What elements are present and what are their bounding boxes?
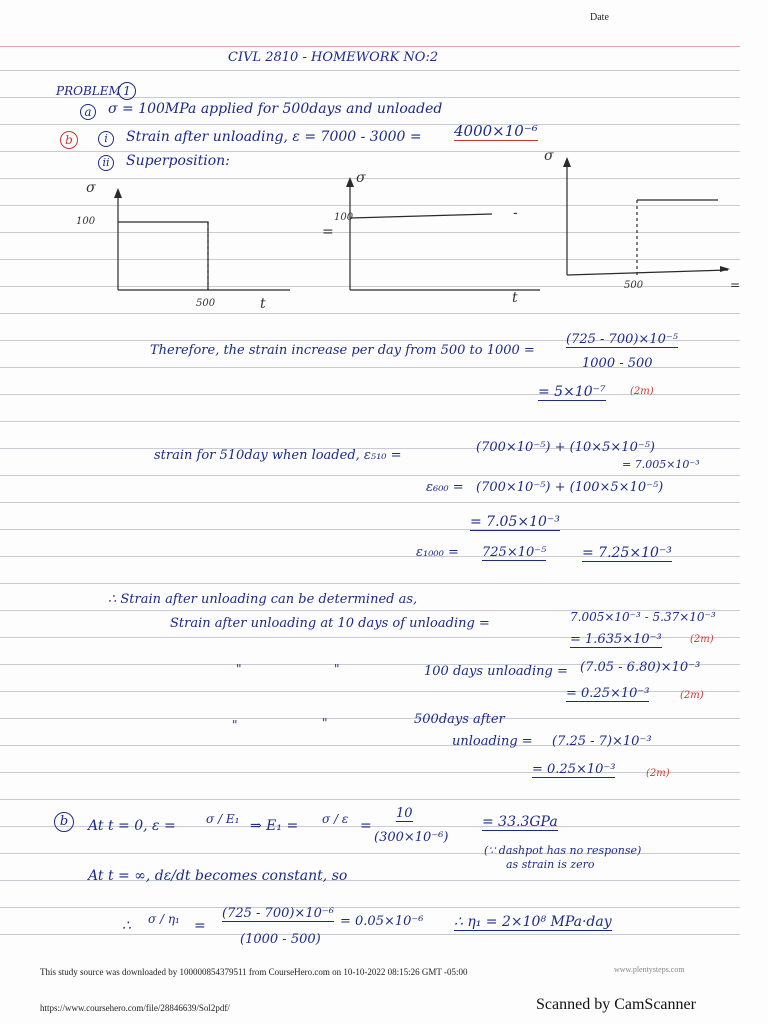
partb-line3-eta: ∴ η₁ = 2×10⁸ MPa·day <box>454 914 612 930</box>
ruled-line <box>0 799 740 800</box>
unload10-text: Strain after unloading at 10 days of unloading = <box>170 616 490 631</box>
unload100-result: = 0.25×10⁻³ <box>566 686 650 701</box>
superposition-sketches <box>0 0 768 340</box>
plot1-500: 500 <box>196 298 216 309</box>
unload500-marks: (2m) <box>646 768 670 779</box>
plot3-x-axis <box>567 270 728 275</box>
strain1000-expr: 725×10⁻⁵ <box>482 545 547 560</box>
partb-line3-therefore: ∴ <box>122 918 131 934</box>
unload10-expr: 7.005×10⁻³ - 5.37×10⁻³ <box>570 610 716 624</box>
unload10-result: = 1.635×10⁻³ <box>570 632 662 647</box>
problem-label: PROBLEM <box>56 84 121 98</box>
scanner-label: Scanned by CamScanner <box>536 996 696 1013</box>
item-ii-marker: ii <box>98 155 114 171</box>
equals-2: = <box>730 278 741 292</box>
unload500-text2: unloading = <box>452 734 533 749</box>
unload100-expr: (7.05 - 6.80)×10⁻³ <box>580 660 701 675</box>
plot2-t: t <box>512 290 518 306</box>
plot1-t: t <box>260 296 266 312</box>
date-label: Date <box>590 12 609 23</box>
rate-marks: (2m) <box>630 386 654 397</box>
problem-number: 1 <box>118 82 136 100</box>
ruled-line <box>0 583 740 584</box>
partb-line1-a: At t = 0, ε = <box>88 818 176 834</box>
ruled-line <box>0 421 740 422</box>
partb-line1-result: = 33.3GPa <box>482 814 558 830</box>
partb-line3-den: (1000 - 500) <box>240 932 321 947</box>
partb-note2: as strain is zero <box>506 858 595 871</box>
strain600-result: = 7.05×10⁻³ <box>470 514 560 530</box>
plot2-stress <box>350 214 492 218</box>
ruled-line <box>0 502 740 503</box>
partb-note1: (∵ dashpot has no response) <box>484 844 642 857</box>
plot3-500: 500 <box>624 280 644 291</box>
partb-line1-den: (300×10⁻⁶) <box>374 830 449 845</box>
minus-sign: - <box>513 205 518 221</box>
rate-denominator: 1000 - 500 <box>582 356 653 371</box>
unload500-text1: 500days after <box>414 712 505 727</box>
ditto-2: " <box>334 662 340 676</box>
download-source: This study source was downloaded by 100000854379511 from CourseHero.com on 10-10-2022 08:15:26 GMT -05:00 <box>40 967 468 977</box>
unload-intro: ∴ Strain after unloading can be determined as, <box>108 592 418 607</box>
part-a-marker: a <box>80 104 96 120</box>
plot2-sigma: σ <box>356 170 366 186</box>
ruled-line <box>0 475 740 476</box>
item-i-marker: i <box>98 131 114 147</box>
rate-result: = 5×10⁻⁷ <box>538 384 606 400</box>
ruled-line <box>0 394 740 395</box>
partb-line3-eq: = <box>194 918 206 934</box>
ruled-line <box>0 772 740 773</box>
plot1-100: 100 <box>76 216 96 227</box>
rate-numerator: (725 - 700)×10⁻⁵ <box>566 332 678 347</box>
part-b2-marker: b <box>54 812 74 832</box>
page-title: CIVL 2810 - HOMEWORK NO:2 <box>228 50 439 65</box>
source-url[interactable]: https://www.coursehero.com/file/28846639/Sol2pdf/ <box>40 1003 230 1013</box>
unload100-text: 100 days unloading = <box>424 664 568 679</box>
strain510-expr: (700×10⁻⁵) + (10×5×10⁻⁵) <box>476 440 655 455</box>
strain510-result: = 7.005×10⁻³ <box>622 458 700 471</box>
plot3-sigma: σ <box>544 148 554 164</box>
equals-1: = <box>322 224 334 240</box>
strain600-label: ε₆₀₀ = <box>426 480 464 495</box>
strain1000-label: ε₁₀₀₀ = <box>416 545 459 560</box>
unload10-marks: (2m) <box>690 634 714 645</box>
partb-line1-b: ⇒ E₁ = <box>250 818 299 834</box>
strain600-expr: (700×10⁻⁵) + (100×5×10⁻⁵) <box>476 480 664 495</box>
unload100-marks: (2m) <box>680 690 704 701</box>
unload500-result: = 0.25×10⁻³ <box>532 762 616 777</box>
item-i-result: 4000×10⁻⁶ <box>454 122 538 140</box>
partb-line3-result: = 0.05×10⁻⁶ <box>340 914 424 929</box>
watermark: www.plentysteps.com <box>614 965 685 974</box>
ruled-line <box>0 934 740 935</box>
item-i-text: Strain after unloading, ε = 7000 - 3000 = <box>126 129 422 145</box>
partb-line1-frac2: σ / ε <box>322 812 349 826</box>
plot1-stress-step <box>118 222 208 290</box>
ruled-line <box>0 529 740 530</box>
ditto-3: " <box>232 718 238 732</box>
ruled-line <box>0 718 740 719</box>
rate-text: Therefore, the strain increase per day from 500 to 1000 = <box>150 343 535 358</box>
ditto-4: " <box>322 716 328 730</box>
ruled-line <box>0 907 740 908</box>
partb-line1-c: = <box>360 818 372 834</box>
partb-line1-frac: σ / E₁ <box>206 812 240 826</box>
part-a-text: σ = 100MPa applied for 500days and unloaded <box>108 101 443 117</box>
ditto-1: " <box>236 662 242 676</box>
strain1000-result: = 7.25×10⁻³ <box>582 545 672 561</box>
strain510-label: strain for 510day when loaded, ε₅₁₀ = <box>154 448 402 463</box>
partb-line1-num: 10 <box>396 806 413 821</box>
partb-line3-num: (725 - 700)×10⁻⁶ <box>222 906 334 921</box>
part-b-marker: b <box>60 131 78 149</box>
item-ii-text: Superposition: <box>126 153 230 169</box>
partb-line2: At t = ∞, dε/dt becomes constant, so <box>88 868 348 884</box>
unload500-expr: (7.25 - 7)×10⁻³ <box>552 734 652 749</box>
plot1-sigma: σ <box>86 180 96 196</box>
plot2-100: 100 <box>334 212 354 223</box>
partb-line3-frac: σ / η₁ <box>148 912 180 926</box>
